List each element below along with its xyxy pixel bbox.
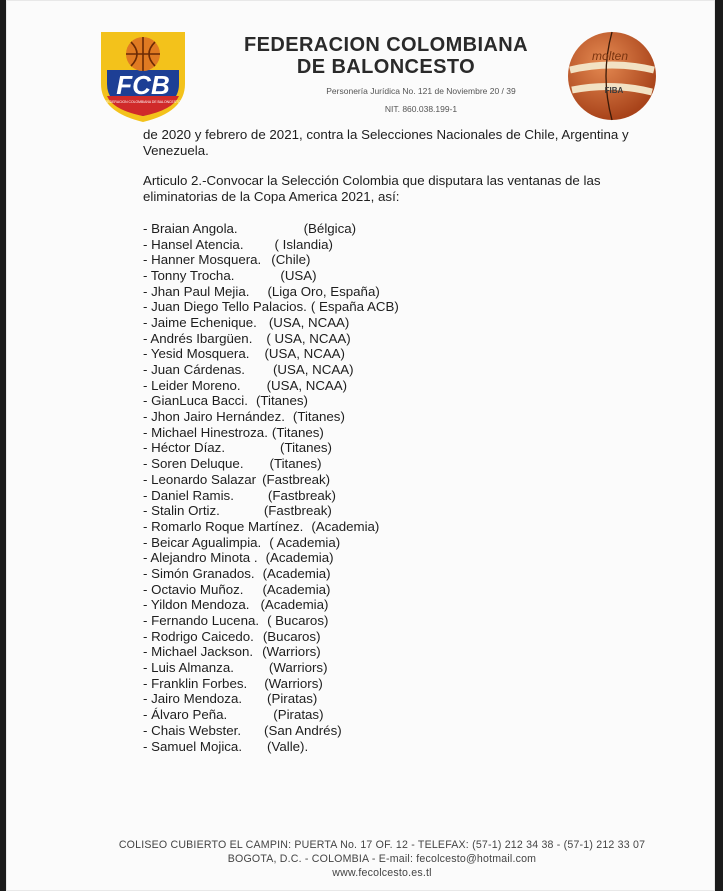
player-club: (Valle). (267, 738, 309, 754)
player-row (143, 582, 643, 598)
player-row (143, 331, 643, 347)
player-row (143, 393, 643, 409)
player-name: - Chais Webster. (143, 722, 242, 738)
basketball-logo (566, 30, 658, 122)
player-name: - Simón Granados. (143, 565, 255, 581)
player-row (143, 472, 643, 488)
player-club: (Bucaros) (262, 628, 321, 644)
player-club: (Titanes) (280, 440, 332, 456)
player-row (143, 739, 643, 755)
player-club: (USA) (280, 267, 317, 283)
player-name: - Alejandro Minota . (143, 550, 258, 566)
player-club: (Warriors) (262, 644, 321, 660)
player-row (143, 535, 643, 551)
paragraph-1: de 2020 y febrero de 2021, contra la Selecciones Nacionales de Chile, Argentina y Venezuela. (143, 127, 629, 158)
player-name: - Andrés Ibargüen. (143, 330, 253, 346)
player-club: (Fastbreak) (267, 487, 336, 503)
player-row (143, 221, 643, 237)
player-name: - Stalin Ortiz. (143, 503, 220, 519)
player-club: (Academia) (311, 518, 380, 534)
player-club: (Fastbreak) (262, 471, 331, 487)
footer-website: www.fecolcesto.es.tl (332, 867, 432, 879)
fcb-logo (93, 24, 193, 124)
player-name: - Franklin Forbes. (143, 675, 248, 691)
player-name: - Soren Deluque. (143, 456, 244, 472)
player-club: (Titanes) (269, 456, 322, 472)
player-club: ( Islandia) (274, 236, 333, 252)
player-row (143, 252, 643, 268)
player-club: ( Academia) (269, 534, 341, 550)
player-name: - Daniel Ramis. (143, 487, 234, 503)
logo-letters: FCB (116, 70, 170, 100)
player-name: - Yesid Mosquera. (143, 346, 250, 362)
document-page (6, 0, 715, 891)
player-club: (Academia) (260, 597, 329, 613)
player-row (143, 676, 643, 692)
player-row (143, 503, 643, 519)
player-row (143, 723, 643, 739)
player-name: - Michael Jackson. (143, 644, 254, 660)
ball-brand: molten (591, 49, 629, 63)
player-row (143, 378, 643, 394)
player-name: - Hansel Atencia. (143, 236, 244, 252)
player-name: - Braian Angola. (143, 220, 238, 236)
player-club: (Piratas) (267, 691, 318, 707)
player-club: (USA, NCAA) (268, 314, 350, 330)
player-name: - Leider Moreno. (143, 377, 241, 393)
player-club: (Bélgica) (303, 220, 357, 236)
player-name: - Jairo Mendoza. (143, 691, 243, 707)
player-name: - Hanner Mosquera. (143, 252, 262, 268)
player-name: - Juan Cárdenas. (143, 362, 245, 377)
player-club: (Titanes) (292, 409, 345, 425)
player-club: (Fastbreak) (263, 503, 332, 519)
document-body (143, 127, 643, 754)
player-club: (Academia) (262, 565, 331, 581)
footer-city-email: BOGOTA, D.C. - COLOMBIA - E-mail: fecolcesto@hotmail.com (227, 853, 537, 865)
player-row (143, 707, 643, 723)
player-row (143, 488, 643, 504)
player-row (143, 284, 643, 300)
player-name: - Beicar Agualimpia. (143, 534, 262, 550)
player-club: (USA, NCAA) (273, 362, 354, 377)
player-club: ( Bucaros) (267, 613, 329, 628)
player-club: ( USA, NCAA) (266, 330, 351, 346)
footer-address: COLISEO CUBIERTO EL CAMPIN: PUERTA No. 17 OF. 12 - TELEFAX: (57-1) 212 34 38 - (57-1) 212 33 07 (118, 839, 646, 851)
player-name: - Jaime Echenique. (143, 314, 257, 330)
player-club: (USA, NCAA) (264, 346, 345, 362)
player-row (143, 660, 643, 676)
player-name: - Octavio Muñoz. (143, 581, 244, 597)
player-club: (Liga Oro, España) (267, 283, 380, 299)
player-name: - GianLuca Bacci. (143, 393, 248, 409)
footer (62, 838, 702, 880)
player-row (143, 597, 643, 613)
player-club: (Academia) (262, 581, 331, 597)
player-name: - Samuel Mojica. (143, 738, 243, 754)
player-name: - Fernando Lucena. (143, 613, 260, 628)
player-row (143, 550, 643, 566)
paragraph-article-2: Articulo 2.-Convocar la Selección Colombia que disputara las ventanas de las eliminatorias de la Copa America 2021, así: (143, 173, 601, 205)
player-row (143, 629, 643, 645)
player-row (143, 237, 643, 253)
logo-small-text: FEDERACION COLOMBIANA DE BALONCESTO (105, 100, 181, 104)
player-row (143, 346, 643, 362)
org-name-line2: DE BALONCESTO (296, 56, 476, 78)
player-name: - Michael Hinestroza. (143, 424, 268, 440)
letterhead (206, 34, 566, 114)
player-name: - Tonny Trocha. (143, 267, 235, 283)
player-row (143, 315, 643, 331)
player-row (143, 268, 643, 284)
player-club: (San Andrés) (264, 722, 342, 738)
player-name: - Luis Almanza. (143, 660, 234, 676)
player-club: (Piratas) (273, 707, 324, 723)
personeria-juridica: Personería Jurídica No. 121 de Noviembre 20 / 39 (326, 86, 516, 96)
player-row (143, 691, 643, 707)
player-club: (Academia) (265, 550, 334, 566)
player-club: (Titanes) (271, 424, 324, 440)
player-row (143, 299, 643, 315)
player-name: - Jhan Paul Mejia. (143, 283, 250, 299)
ball-badge: FIBA (604, 86, 624, 95)
player-name: - Leonardo Salazar (143, 471, 257, 487)
player-name: - Rodrigo Caicedo. (143, 628, 254, 644)
player-club: (Titanes) (255, 393, 308, 409)
player-name: - Juan Diego Tello Palacios. (143, 299, 307, 315)
player-name: - Romarlo Roque Martínez. (143, 518, 304, 534)
player-row (143, 644, 643, 660)
player-row (143, 456, 643, 472)
player-row (143, 409, 643, 425)
player-name: - Jhon Jairo Hernández. (143, 409, 285, 425)
player-name: - Héctor Díaz. (143, 440, 226, 456)
player-row (143, 362, 643, 378)
player-club: (Warriors) (264, 675, 323, 691)
org-name-line1: FEDERACION COLOMBIANA (244, 34, 528, 56)
player-club: ( España ACB) (310, 299, 399, 315)
player-name: - Álvaro Peña. (143, 707, 228, 723)
player-row (143, 566, 643, 582)
nit-number: NIT. 860.038.199-1 (384, 104, 458, 114)
player-club: (Warriors) (268, 660, 328, 676)
player-row (143, 519, 643, 535)
player-club: (USA, NCAA) (266, 377, 348, 393)
player-row (143, 613, 643, 629)
player-club: (Chile) (271, 252, 311, 268)
player-list (143, 221, 643, 754)
player-row (143, 425, 643, 441)
player-name: - Yildon Mendoza. (143, 597, 250, 613)
player-row (143, 440, 643, 456)
